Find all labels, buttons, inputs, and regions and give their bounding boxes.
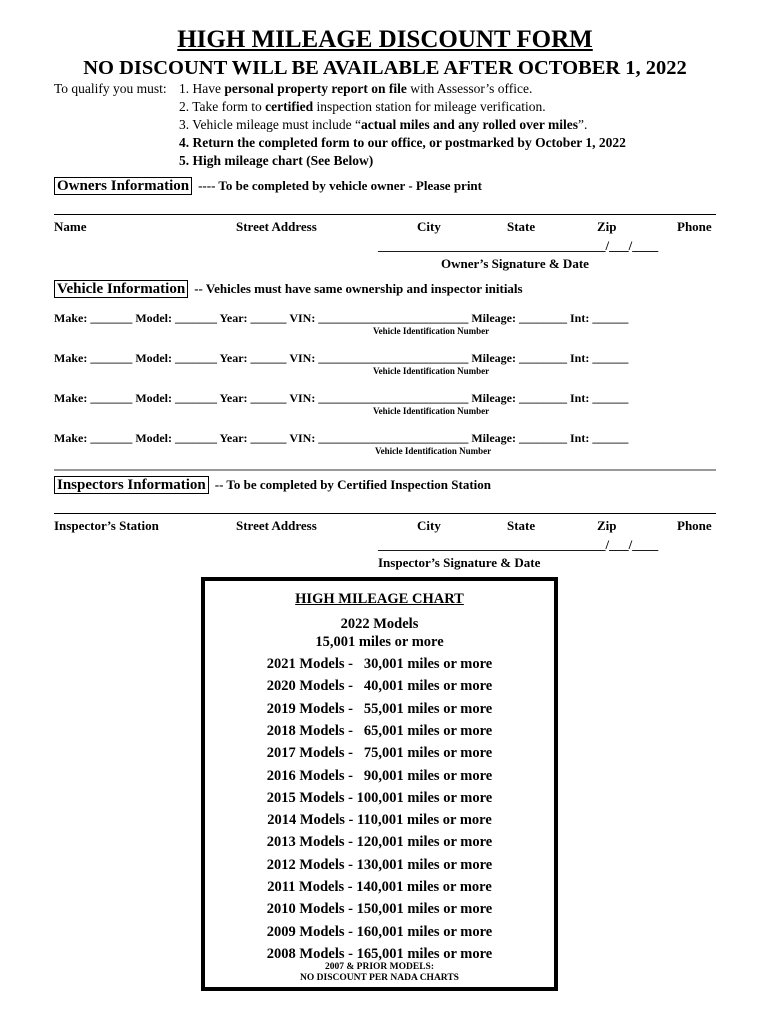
owner-state-label: State <box>507 219 536 234</box>
qualify-item-2 <box>179 99 546 115</box>
model-field[interactable]: Model: _______ <box>135 351 217 365</box>
inspector-info-line[interactable] <box>54 513 716 514</box>
chart-row: 2018 Models - 65,001 miles or more <box>266 722 493 739</box>
deadline-notice: NO DISCOUNT WILL BE AVAILABLE AFTER OCTOBER 1, 2022 <box>83 57 687 79</box>
int-field[interactable]: Int: ______ <box>569 431 629 445</box>
vehicle-row-2[interactable] <box>54 351 628 366</box>
owner-name-label: Name <box>54 219 87 234</box>
vehicle-note: -- Vehicles must have same ownership and inspector initials <box>194 281 523 296</box>
vehicle-row-4[interactable] <box>54 431 628 446</box>
make-field[interactable]: Make: _______ <box>54 351 133 365</box>
year-field[interactable]: Year: ______ <box>219 431 287 445</box>
owners-heading: Owners Information <box>54 177 192 195</box>
owner-street-label: Street Address <box>236 219 317 234</box>
chart-title: HIGH MILEAGE CHART <box>295 591 464 607</box>
qualify-item-1-pre: 1. Have <box>179 81 225 96</box>
int-field[interactable]: Int: ______ <box>569 351 629 365</box>
chart-row: 2019 Models - 55,001 miles or more <box>266 700 493 717</box>
model-field[interactable]: Model: _______ <box>135 431 217 445</box>
inspector-signature-line[interactable]: ___________________________________/___/____ <box>378 537 659 552</box>
qualify-item-3 <box>179 117 587 133</box>
chart-row: 2021 Models - 30,001 miles or more <box>266 656 493 672</box>
inspector-state-label: State <box>507 518 536 533</box>
qualify-item-4: 4. Return the completed form to our office, or postmarked by October 1, 2022 <box>179 135 626 150</box>
mileage-field[interactable]: Mileage: ________ <box>471 391 567 405</box>
model-field[interactable]: Model: _______ <box>135 311 217 325</box>
qualify-item-3-post: ”. <box>577 117 588 132</box>
chart-row: 2011 Models - 140,001 miles or more <box>267 879 492 895</box>
inspector-city-label: City <box>417 518 441 533</box>
qualify-item-1-bold: personal property report on file <box>224 81 407 96</box>
mileage-field[interactable]: Mileage: ________ <box>471 351 567 365</box>
vin-caption: Vehicle Identification Number <box>373 326 490 336</box>
owner-signature-label: Owner’s Signature & Date <box>441 256 589 271</box>
chart-row: 2008 Models - 165,001 miles or more <box>266 945 493 962</box>
vehicle-heading: Vehicle Information <box>54 280 188 298</box>
int-field[interactable]: Int: ______ <box>569 391 629 405</box>
make-field[interactable]: Make: _______ <box>54 311 133 325</box>
inspector-station-label: Inspector’s Station <box>54 518 159 533</box>
vin-field[interactable]: VIN: _________________________ <box>289 391 469 405</box>
chart-row: 2010 Models - 150,001 miles or more <box>266 901 493 918</box>
vin-caption: Vehicle Identification Number <box>373 366 490 376</box>
section-divider <box>54 469 716 471</box>
chart-row: 2015 Models - 100,001 miles or more <box>266 789 493 806</box>
vehicle-row-3[interactable] <box>54 391 628 406</box>
mileage-field[interactable]: Mileage: ________ <box>471 311 567 325</box>
inspector-street-label: Street Address <box>236 518 317 533</box>
make-field[interactable]: Make: _______ <box>54 391 133 405</box>
vehicle-section-header <box>54 279 523 299</box>
make-field[interactable]: Make: _______ <box>54 431 133 445</box>
vin-caption: Vehicle Identification Number <box>373 406 490 416</box>
qualify-item-1-post: with Assessor’s office. <box>406 81 533 96</box>
year-field[interactable]: Year: ______ <box>219 311 287 325</box>
chart-row: 2014 Models - 110,001 miles or more <box>267 812 492 829</box>
mileage-field[interactable]: Mileage: ________ <box>471 431 567 445</box>
inspectors-section-header <box>54 475 491 495</box>
owner-phone-label: Phone <box>677 219 712 234</box>
year-field[interactable]: Year: ______ <box>219 351 287 365</box>
form-title: HIGH MILEAGE DISCOUNT FORM <box>177 26 593 53</box>
qualify-item-2-post: inspection station for mileage verification. <box>313 99 546 114</box>
chart-row: 2016 Models - 90,001 miles or more <box>266 767 493 784</box>
vin-field[interactable]: VIN: _________________________ <box>289 431 469 445</box>
chart-row: 2017 Models - 75,001 miles or more <box>266 745 493 762</box>
inspector-zip-label: Zip <box>597 518 617 533</box>
owner-zip-label: Zip <box>597 219 617 234</box>
qualify-item-2-bold: certified <box>265 99 314 114</box>
qualify-item-3-bold: actual miles and any rolled over miles <box>360 117 578 132</box>
owner-city-label: City <box>417 219 441 234</box>
inspector-signature-label: Inspector’s Signature & Date <box>378 555 541 570</box>
qualify-item-3-pre: 3. Vehicle mileage must include “ <box>179 117 361 132</box>
chart-line-1: 2022 Models <box>340 616 419 632</box>
year-field[interactable]: Year: ______ <box>219 391 287 405</box>
owner-info-line[interactable] <box>54 214 716 215</box>
chart-footer-2: NO DISCOUNT PER NADA CHARTS <box>300 973 459 983</box>
chart-row: 2020 Models - 40,001 miles or more <box>266 678 493 695</box>
vehicle-row-1[interactable] <box>54 311 628 326</box>
vin-caption: Vehicle Identification Number <box>375 446 492 456</box>
chart-line-2: 15,001 miles or more <box>315 634 444 650</box>
inspectors-heading: Inspectors Information <box>54 476 209 494</box>
chart-row: 2012 Models - 130,001 miles or more <box>266 856 493 873</box>
qualify-item-5: 5. High mileage chart (See Below) <box>179 153 374 168</box>
qualify-item-2-pre: 2. Take form to <box>179 99 266 114</box>
owners-note: ---- To be completed by vehicle owner - Please print <box>198 178 482 193</box>
chart-row: 2013 Models - 120,001 miles or more <box>266 834 493 851</box>
int-field[interactable]: Int: ______ <box>569 311 629 325</box>
owners-section-header <box>54 176 482 196</box>
vin-field[interactable]: VIN: _________________________ <box>289 351 469 365</box>
inspectors-note: -- To be completed by Certified Inspection Station <box>214 477 491 492</box>
qualify-intro: To qualify you must: <box>54 81 167 96</box>
chart-footer-1: 2007 & PRIOR MODELS: <box>325 962 434 972</box>
qualify-item-1 <box>179 81 532 97</box>
model-field[interactable]: Model: _______ <box>135 391 217 405</box>
high-mileage-chart <box>201 577 558 991</box>
chart-row: 2009 Models - 160,001 miles or more <box>266 923 493 940</box>
owner-signature-line[interactable]: ___________________________________/___/____ <box>378 238 659 253</box>
inspector-phone-label: Phone <box>677 518 712 533</box>
vin-field[interactable]: VIN: _________________________ <box>289 311 469 325</box>
